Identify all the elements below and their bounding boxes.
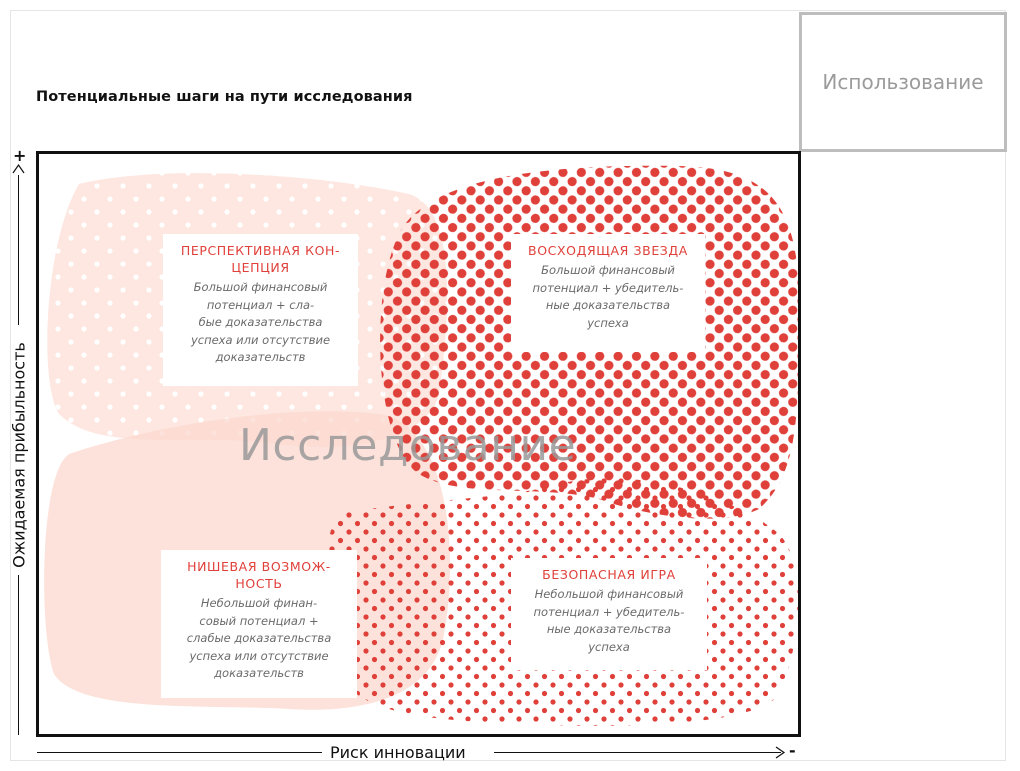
y-axis-line-top [18,175,19,325]
quadrant-card-perspective [163,234,358,386]
y-axis-line-bottom [18,575,19,735]
quadrant-title: ВОСХОДЯЩАЯ ЗВЕЗДА [528,243,688,258]
quadrant-text: Небольшой финансовый потенциал + убедитель- ные доказательства успеха [533,587,685,654]
quadrant-title: ПЕРСПЕКТИВНАЯ КОН- ЦЕПЦИЯ [180,243,341,275]
quadrant-title: НИШЕВАЯ ВОЗМОЖ- НОСТЬ [187,559,331,591]
x-axis-arrow-icon [774,746,786,759]
quadrant-card-rising-star [511,234,705,352]
usage-label: Использование [822,70,984,94]
quadrant-card-safe-bet [511,558,707,670]
quadrant-title: БЕЗОПАСНАЯ ИГРА [542,567,676,582]
x-axis-minus: - [789,741,796,760]
x-axis-line-right [494,752,781,753]
quadrant-text: Большой финансовый потенциал + убедитель- ные доказательства успеха [532,263,684,330]
matrix-plot [36,151,801,737]
y-axis-label: Ожидаемая прибыльность [9,342,29,568]
quadrant-card-niche [161,550,357,698]
watermark-research: Исследование [239,420,577,471]
y-axis-plus: + [13,146,27,165]
x-axis-line-left [37,752,322,753]
x-axis-label: Риск инновации [330,743,466,762]
page-title: Потенциальные шаги на пути исследования [36,89,413,105]
usage-box [799,12,1007,152]
quadrant-text: Большой финансовый потенциал + сла- бые доказательства успеха или отсутствие доказательств [190,280,331,364]
quadrant-text: Небольшой финан- совый потенциал + слабые доказательства успеха или отсутствие доказательств [186,596,332,680]
y-axis-arrow-icon [12,163,25,177]
